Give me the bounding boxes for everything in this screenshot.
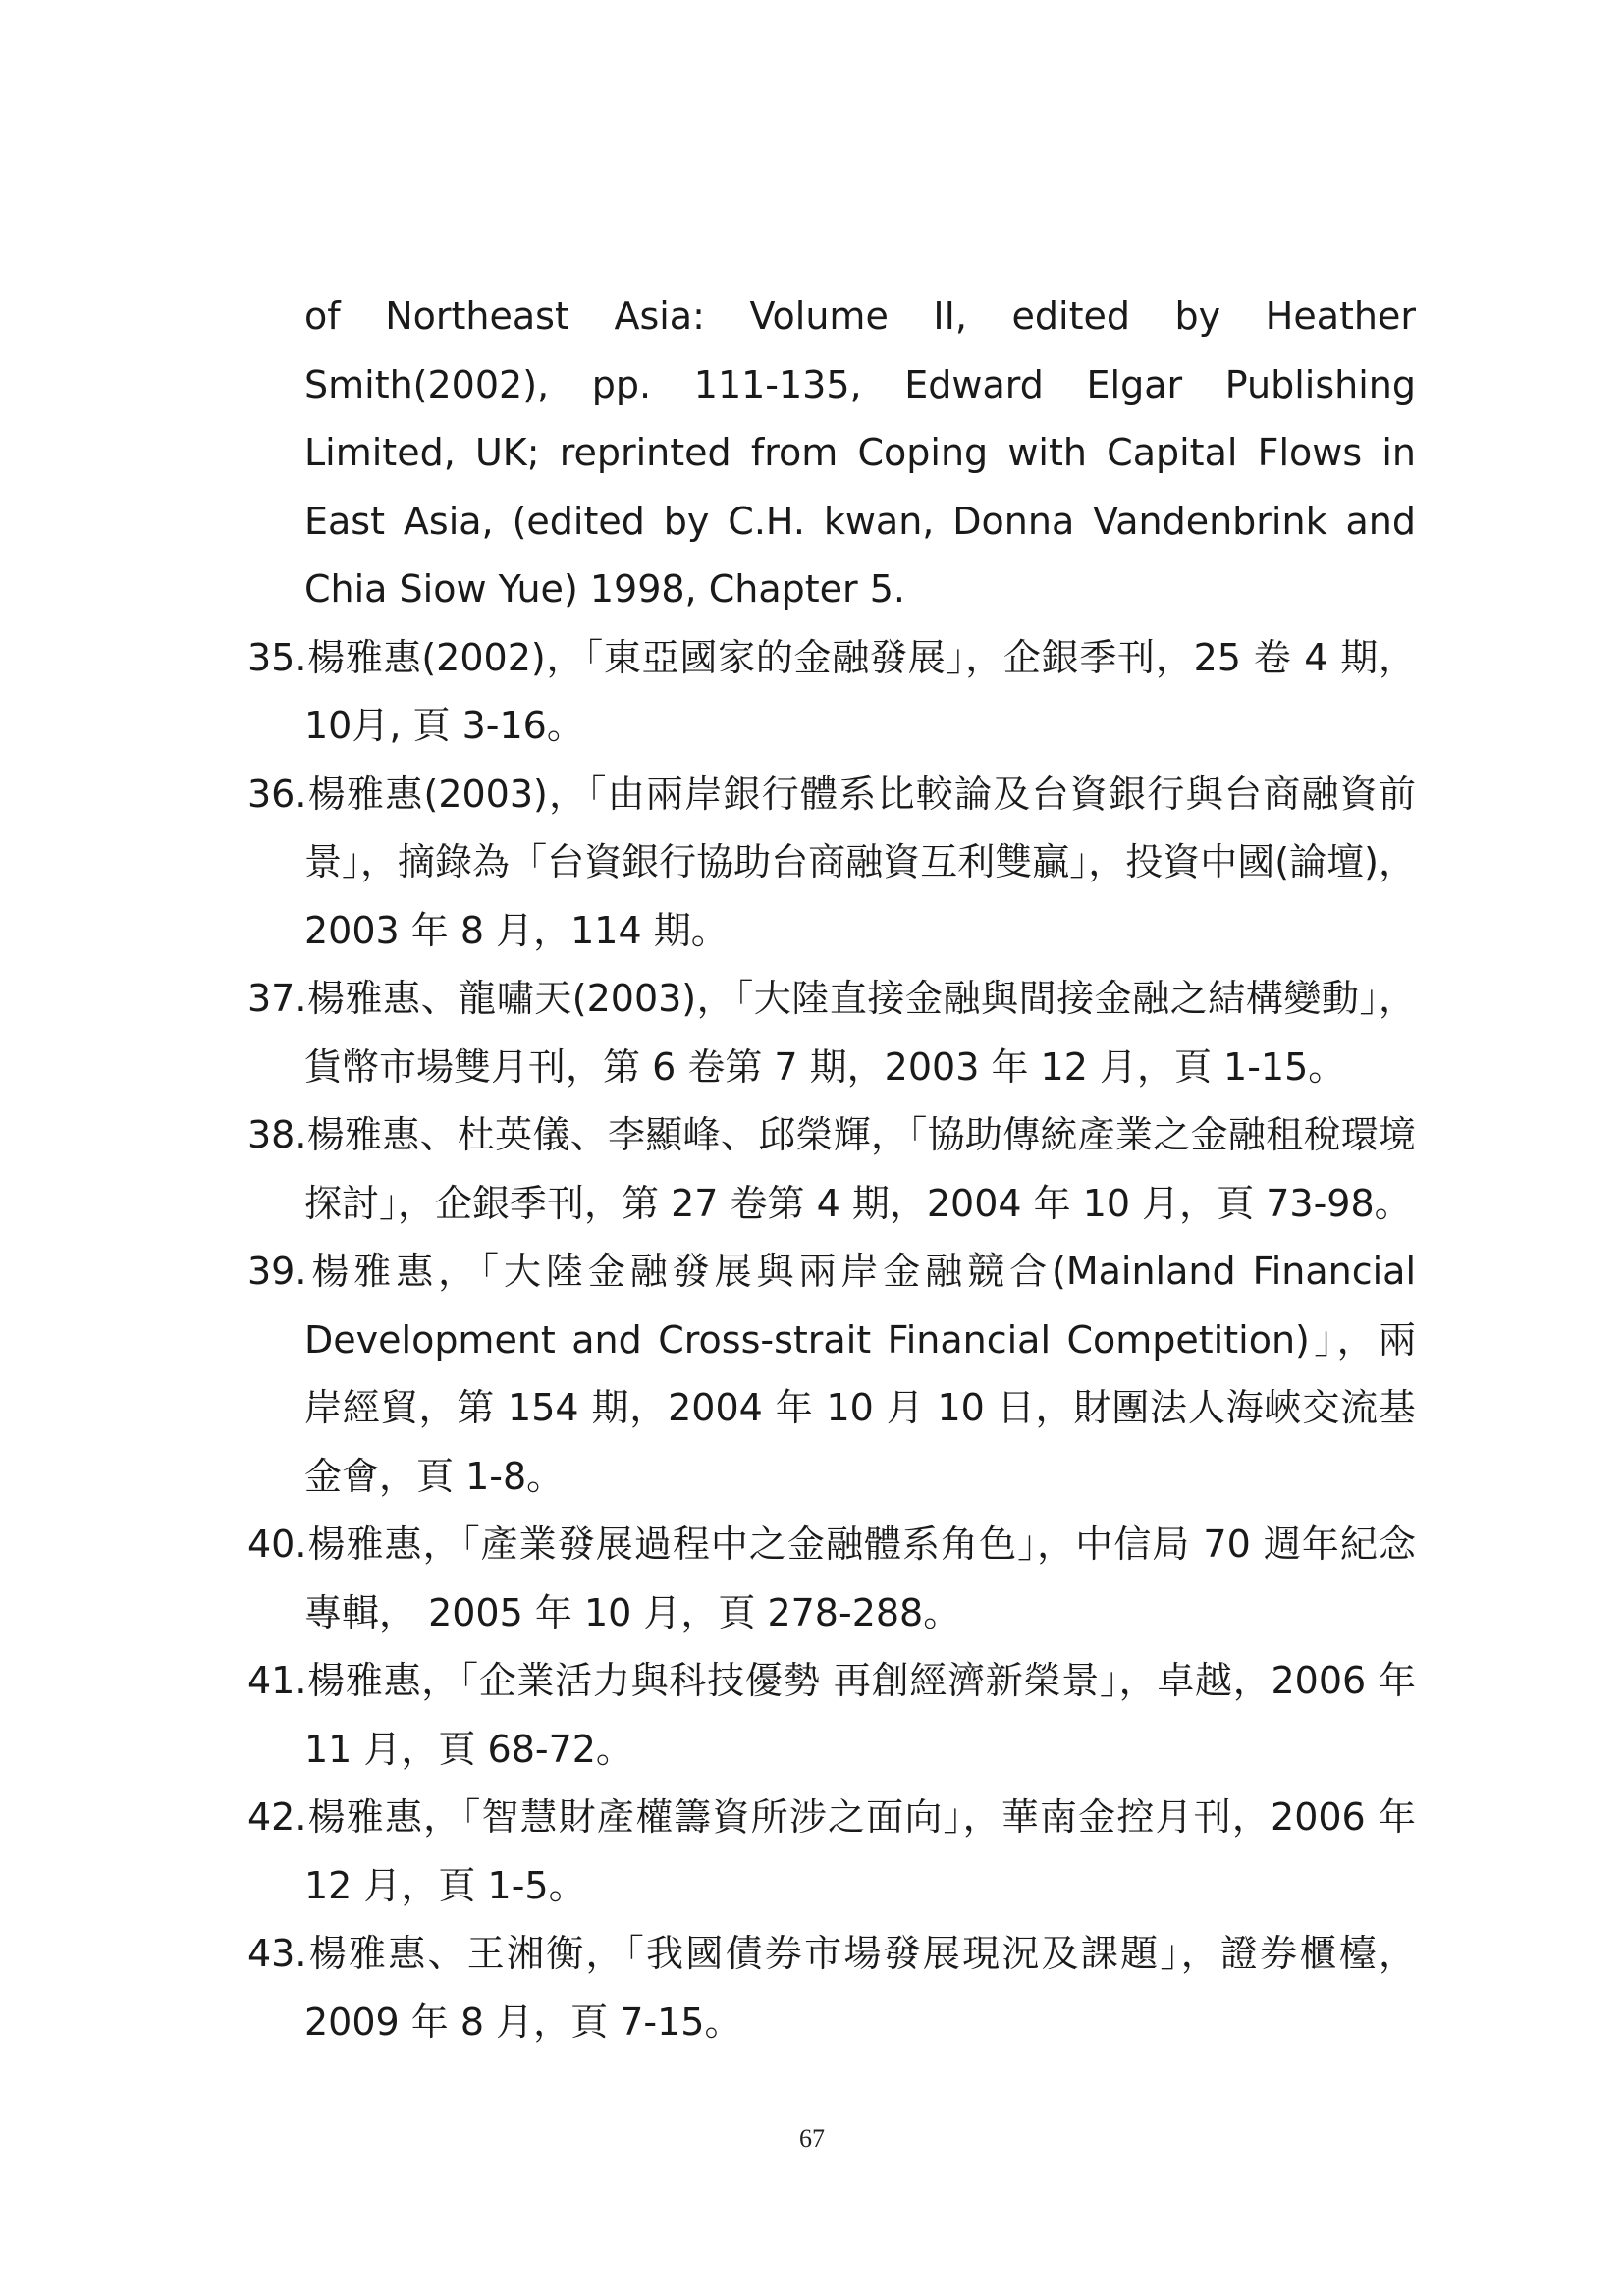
reference-entry-36: 36.楊雅惠(2003)，「由兩岸銀行體系比較論及台資銀行與台商融資前景」，摘錄為「台資銀行協助台商融資互利雙贏」，投資中國(論壇)，2003 年 8 月，114 期。 bbox=[247, 772, 1416, 952]
reference-entry-40: 40.楊雅惠，「產業發展過程中之金融體系角色」，中信局 70 週年紀念專輯， 2005 年 10 月，頁 278-288。 bbox=[247, 1522, 1416, 1634]
reference-entry-38: 38.楊雅惠、杜英儀、李顯峰、邱榮輝，「協助傳統產業之金融租稅環境探討」，企銀季刊，第 27 卷第 4 期，2004 年 10 月，頁 73-98。 bbox=[247, 1113, 1416, 1225]
reference-entry-39: 39.楊雅惠，「大陸金融發展與兩岸金融競合(Mainland Financial Development and Cross-strait Financial Competition)」，兩岸經貿，第 154 期，2004 年 10 月 10 日，財團法人海峽交流基金會，頁 1-8。 bbox=[247, 1250, 1416, 1498]
reference-entry-37: 37.楊雅惠、龍嘯天(2003)，「大陸直接金融與間接金融之結構變動」，貨幣市場雙月刊，第 6 卷第 7 期，2003 年 12 月，頁 1-15。 bbox=[247, 977, 1416, 1089]
reference-entry-41: 41.楊雅惠，「企業活力與科技優勢 再創經濟新榮景」，卓越，2006 年 11 月，頁 68-72。 bbox=[247, 1659, 1416, 1771]
reference-list bbox=[247, 283, 1416, 2056]
reference-entry-42: 42.楊雅惠，「智慧財產權籌資所涉之面向」，華南金控月刊，2006 年 12 月，頁 1-5。 bbox=[247, 1795, 1416, 1907]
reference-continuation: of Northeast Asia: Volume II, edited by Heather Smith(2002), pp. 111-135, Edward Elgar Publishing Limited, UK; reprinted from Coping with Capital Flows in East Asia, (edited by C.H. kwan, Donna Vandenbrink and Chia Siow Yue) 1998, Chapter 5. bbox=[304, 294, 1416, 611]
reference-entry-35: 35.楊雅惠(2002)，「東亞國家的金融發展」，企銀季刊，25 卷 4 期，10月, 頁 3-16。 bbox=[247, 635, 1416, 747]
reference-entry-43: 43.楊雅惠、王湘衡，「我國債券市場發展現況及課題」，證券櫃檯，2009 年 8 月，頁 7-15。 bbox=[247, 1932, 1416, 2044]
page-number: 67 bbox=[799, 2124, 825, 2153]
